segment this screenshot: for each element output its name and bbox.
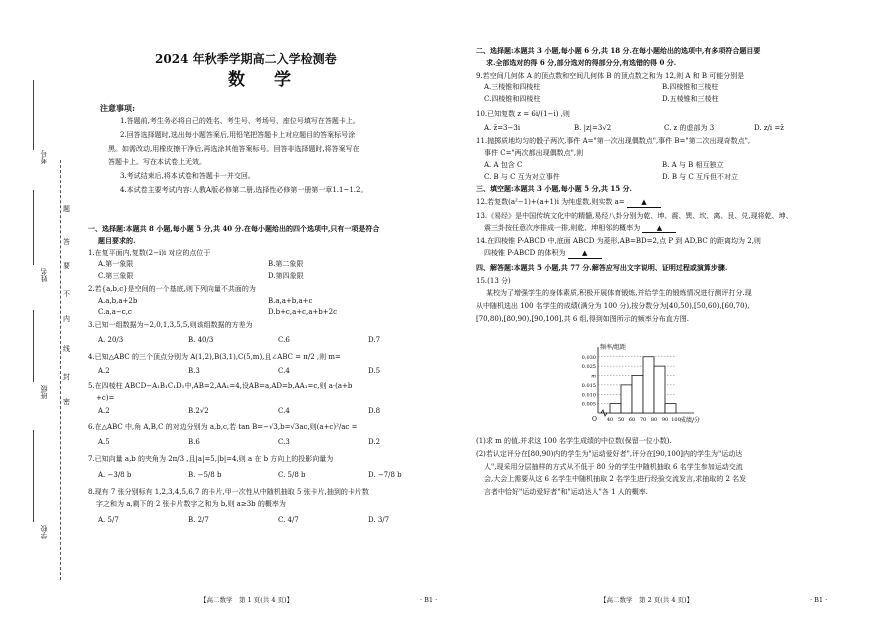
- question-14: 14.在四棱锥 P-ABCD 中,底面 ABCD 为菱形,AB=BD=2,点 P 到 AD,BC 的距离均为 2,则: [476, 237, 761, 246]
- question-13-cont: 震三卦按任意次序排成一排,则乾、坤相邻的概率为: [484, 223, 641, 232]
- q10-option-b: B. |z|=3√2: [574, 123, 612, 132]
- x-tick-label: 90: [661, 417, 669, 423]
- seal-char: 线: [63, 345, 70, 353]
- notice-item: 黑。如需改动,用橡皮擦干净后,再选涂其他答案标号。回答非选择题时,将答案写在: [108, 144, 360, 153]
- q8-option-b: B. 2/7: [188, 515, 209, 524]
- q15-part-2-cont: 言者中恰好"运动爱好者"和"运动达人"各 1 人的概率.: [484, 488, 649, 496]
- histogram-bar: [654, 366, 665, 413]
- section1-header: 一、选择题:本题共 8 小题,每小题 5 分,共 40 分.在每小题给出的四个选项中,只有一项是符合: [88, 224, 380, 233]
- q1-option-b: B.第二象限: [268, 260, 304, 269]
- question-9: 9.若空间几何体 A 的顶点数和空间几何体 B 的顶点数之和为 12,则 A 和 B 可能分别是: [476, 71, 745, 80]
- q15-part-2: (2)若认定评分在[80,90)内的学生为"运动爱好者",评分在[90,100]内的学生为"运动达: [476, 449, 743, 458]
- blank-marker: ▲: [641, 198, 647, 206]
- q3-option-b: B. 40/3: [188, 335, 214, 344]
- blank-marker: ▲: [581, 249, 588, 257]
- notice-item: 4.本试卷主要考试内容:人教A版必修第二册,选择性必修第一册第一章1.1~1.2。: [120, 185, 368, 194]
- seal-line: [60, 160, 61, 580]
- q5-option-c: C.4: [278, 406, 290, 415]
- q11-option-c: C. B 与 C 互为对立事件: [484, 172, 560, 181]
- answer-blank: [627, 198, 661, 208]
- q7-option-a: A. −3/8 b: [98, 470, 132, 479]
- question-13: 13.《易经》是中国传统文化中的精髓,易经八卦分别为乾、坤、震、巽、坎、离、艮、兑,现将乾、坤、: [476, 211, 793, 220]
- question-15: 15.(13 分): [476, 276, 511, 285]
- q3-option-d: D.7: [368, 335, 381, 344]
- q11-option-d: D. B 与 C 互斥但不对立: [662, 172, 738, 181]
- answer-blank: [568, 249, 602, 259]
- q15-part-2-cont: 人",现采用分层抽样的方式从不低于 80 分的学生中随机抽取 6 名学生参加运动交流: [484, 462, 743, 471]
- kaohao-line: [33, 80, 34, 150]
- seal-char: 不: [63, 290, 70, 298]
- q15-text: 从中随机选出 100 名学生的成绩(满分为 100 分),按分数分为[40,50),[50,60),[60,70),: [476, 302, 750, 310]
- question-11-cont: 事件 C="两次都出现偶数点",则: [484, 149, 584, 157]
- right-footer-code: · B1 ·: [810, 596, 828, 604]
- question-5-cont: +c)=: [96, 393, 115, 402]
- y-tick-label: 0.010: [581, 392, 596, 399]
- q2-option-c: C.a,a−c,c: [98, 308, 132, 317]
- notice-item: 2.回答选择题时,选出每小题答案后,用铅笔把答题卡上对应题目的答案标号涂: [120, 130, 356, 139]
- q2-option-a: A.a,b,a+2b: [98, 296, 138, 305]
- q9-option-c: C.四棱锥和四棱柱: [484, 95, 541, 103]
- banji-line: [33, 310, 34, 382]
- question-5: 5.在四棱柱 ABCD−A₁B₁C₁D₁中,AB=2,AA₁=4,设AB=a,AD=b,AA₁=c,则 a·(a+b: [88, 382, 353, 390]
- histogram-bar: [665, 404, 676, 413]
- section2-header: 二、选择题:本题共 3 小题,每小题 6 分,共 18 分.在每小题给出的选项中,有多项符合题目要: [476, 46, 761, 55]
- question-4: 4.已知△ABC 的三个顶点分别为 A(1,2),B(3,1),C(5,m),且∠ABC = π/2 ,则 m=: [88, 352, 341, 361]
- seal-char: 密: [63, 398, 70, 406]
- xuexiao-label: 学校: [40, 525, 48, 539]
- answer-blank: [642, 224, 676, 234]
- x-tick-label: 70: [639, 417, 647, 423]
- seal-char: 封: [63, 373, 70, 381]
- x-axis-title: 成绩/分: [680, 417, 701, 424]
- x-tick-label: 80: [650, 417, 658, 423]
- section3-header: 三、填空题:本题共 3 小题,每小题 5 分,共 15 分.: [476, 184, 632, 194]
- section4-header: 四、解答题:本题共 5 小题,共 77 分.解答应写出文字说明、证明过程或演算步骤.: [476, 262, 728, 272]
- xingming-line: [33, 190, 34, 265]
- q9-option-a: A.三棱锥和四棱柱: [484, 83, 541, 92]
- q5-option-d: D.8: [368, 406, 381, 415]
- kaohao-label: 考号: [40, 150, 48, 164]
- exam-title: 2024 年秋季学期高二入学检测卷: [155, 52, 337, 66]
- q15-text: [70,80),[80,90),[90,100],共 6 组,得到如图所示的频率分布直方图.: [476, 314, 689, 323]
- x-tick-label: 40: [606, 417, 614, 423]
- notice-item: 3.考试结束后,将本试卷和答题卡一并交回。: [120, 172, 255, 180]
- q9-option-b: B.四棱锥和三棱柱: [662, 83, 719, 92]
- y-tick-label: 0.005: [581, 401, 596, 408]
- seal-char: 要: [63, 262, 70, 270]
- q11-option-b: B. A 与 B 相互独立: [662, 160, 724, 169]
- question-2: 2.若{a,b,c}是空间的一个基底,则下列向量不共面的为: [88, 284, 256, 293]
- question-1: 1.在复平面内,复数(2−i)i 对应的点位于: [88, 248, 211, 257]
- q6-option-b: B.6: [188, 438, 200, 446]
- q15-text: 某校为了增强学生的身体素质,积极开展体育锻炼,并给学生的锻炼情况进行测评打分.现: [486, 289, 752, 298]
- x-tick-label: 60: [628, 417, 636, 423]
- question-8-cont: 字之和为 a,剩下的 2 张卡片数字之和为 b,则 a≥3b 的概率为: [96, 500, 286, 508]
- notice-item: 答题卡上。写在本试卷上无效。: [108, 158, 206, 167]
- q8-option-a: A. 5/7: [98, 515, 119, 524]
- x-tick-label: 100: [671, 417, 681, 423]
- histogram-bar: [610, 404, 621, 413]
- question-14-cont: 四棱锥 P-ABCD 的体积为: [484, 249, 566, 257]
- q5-option-a: A.2: [98, 406, 110, 415]
- q15-part-1: (1)求 m 的值,并求这 100 名学生成绩的中位数(保留一位小数).: [476, 437, 672, 445]
- q7-option-d: D. −7/8 b: [368, 470, 402, 479]
- q15-part-2-cont: 会,大会上需要从这 6 名学生中随机抽取 2 名学生进行经验交流发言,求抽取的 2 名发: [484, 475, 747, 484]
- q2-option-b: B.a,a+b,a+c: [268, 296, 313, 305]
- q5-option-b: B.2√2: [188, 406, 209, 415]
- q8-option-d: D. 3/7: [368, 515, 390, 524]
- q6-option-a: A.5: [98, 438, 110, 446]
- subject-title: 数 学: [228, 70, 297, 90]
- q4-option-d: D.5: [368, 367, 381, 376]
- q10-option-a: A. z̄=3−3i: [484, 123, 521, 132]
- histogram-bar: [621, 385, 632, 413]
- y-tick-label: 0.030: [581, 354, 596, 361]
- histogram-bar: [632, 376, 643, 414]
- notice-heading: 注意事项:: [100, 103, 135, 113]
- q4-option-a: A.2: [98, 367, 110, 376]
- q6-option-d: D.2: [368, 438, 381, 446]
- q7-option-b: B. −5/8 b: [188, 470, 222, 479]
- x-tick-label: 50: [617, 417, 625, 423]
- seal-char: 题: [63, 205, 70, 213]
- frequency-histogram: [570, 343, 755, 425]
- q1-option-d: D.第四象限: [268, 272, 304, 280]
- q1-option-a: A.第一象限: [98, 260, 134, 269]
- right-questions: [476, 47, 861, 324]
- seal-char: 内: [63, 315, 70, 323]
- q3-option-a: A. 20/3: [98, 335, 124, 344]
- q2-option-d: D.b+c,a+c,a+b+2c: [268, 308, 338, 317]
- q9-option-d: D.五棱锥和三棱柱: [662, 95, 719, 103]
- histogram-bar: [643, 357, 654, 413]
- q4-option-c: C.4: [278, 367, 290, 376]
- question-8: 8.现有 7 张分别标有 1,2,3,4,5,6,7 的卡片,甲一次性从中随机抽取 5 张卡片,抽到的卡片数: [88, 488, 369, 497]
- q10-option-c: C. z 的虚部为 3: [664, 123, 715, 132]
- q10-option-d: D. z/i =z̄: [754, 123, 784, 132]
- xingming-label: 姓名: [40, 268, 48, 282]
- blank-marker: ▲: [656, 223, 663, 232]
- xuexiao-line: [33, 430, 34, 522]
- question-11: 11.抛掷质地均匀的骰子两次,事件 A="第一次出现偶数点",事件 B="第二次出现奇数点",: [476, 137, 751, 146]
- y-tick-label: 0.025: [581, 364, 596, 371]
- origin-label: O: [592, 416, 597, 423]
- right-footer-page: 【高二数学 第 2 页(共 4 页)】: [600, 596, 694, 604]
- notice-block: [100, 103, 445, 195]
- y-tick-label: 0.015: [581, 382, 596, 389]
- q4-option-b: B.3: [188, 367, 200, 376]
- question-6: 6.在△ABC 中,角 A,B,C 的对边分别为 a,b,c,若 tan B=−√3,b=√3ac,则(a+c)²/ac =: [88, 423, 358, 432]
- y-axis-title: 频率/组距: [600, 344, 627, 351]
- section1-header-cont: 题目要求的.: [98, 235, 136, 245]
- question-7: 7.已知向量 a,b 的夹角为 2π/3 ,且|a|=5,|b|=4,则 a 在 b 方向上的投影向量为: [88, 454, 334, 463]
- question-10: 10.已知复数 z = 6i/(1−i) ,则: [476, 109, 570, 118]
- banji-label: 班级: [40, 385, 48, 399]
- q3-option-c: C.6: [278, 335, 290, 344]
- q6-option-c: C.3: [278, 438, 290, 446]
- notice-item: 1.答题前,考生务必将自己的姓名、考生号、考场号、座位号填写在答题卡上。: [120, 117, 360, 125]
- question-12: 12.若复数(a²−1)+(a+1)i 为纯虚数,则实数 a=: [476, 198, 625, 206]
- left-questions: [88, 225, 448, 525]
- q15-parts: [476, 437, 861, 497]
- section2-header-cont: 求.全部选对的得 6 分,部分选对的得部分分,有选错的得 0 分.: [486, 57, 677, 67]
- left-footer-page: 【高二数学 第 1 页(共 4 页)】: [200, 596, 294, 604]
- q1-option-c: C.第三象限: [98, 272, 134, 280]
- left-footer-code: · B1 ·: [420, 596, 438, 604]
- q11-option-a: A. A 包含 C: [484, 160, 523, 169]
- binding-strip: [0, 0, 80, 618]
- question-3: 3.已知一组数据为−2,0,1,3,5,5,则该组数据的方差为: [88, 321, 253, 329]
- q8-option-c: C. 4/7: [278, 515, 299, 524]
- seal-char: 答: [63, 238, 70, 246]
- y-tick-label: m: [591, 373, 596, 380]
- q7-option-c: C. 5/8 b: [278, 470, 306, 479]
